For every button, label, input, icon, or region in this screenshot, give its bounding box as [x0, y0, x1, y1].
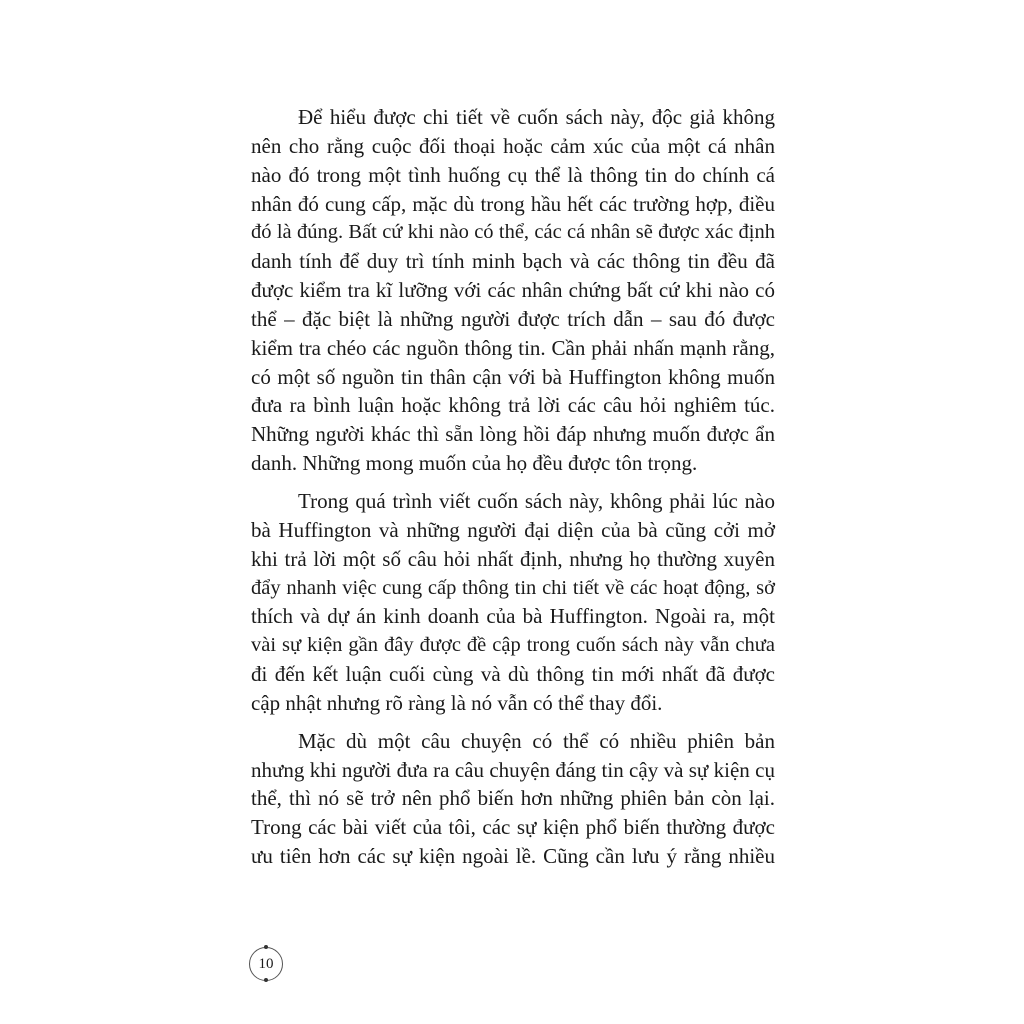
paragraph-1-line-5: đó là đúng. Bất cứ khi nào có thể, các cá nhân sẽ được xác định — [251, 221, 775, 244]
paragraph-2-line-5: thích và dự án kinh doanh của bà Huffington. Ngoài ra, một — [251, 604, 775, 629]
page-number-badge — [249, 947, 283, 981]
paragraph-2-line-1: Trong quá trình viết cuốn sách này, không phải lúc nào — [298, 488, 775, 513]
page-number: 10 — [258, 956, 274, 972]
paragraph-1-line-3: nào đó trong một tình huống cụ thể là thông tin do chính cá — [251, 162, 775, 187]
paragraph-3-line-1: Mặc dù một câu chuyện có thể có nhiều phiên bản — [298, 728, 775, 753]
paragraph-2-line-3: khi trả lời một số câu hỏi nhất định, nhưng họ thường xuyên — [251, 546, 775, 571]
paragraph-1-line-7: được kiểm tra kĩ lưỡng với các nhân chứng bất cứ khi nào có — [251, 278, 775, 303]
paragraph-1-line-2: nên cho rằng cuộc đối thoại hoặc cảm xúc của một cá nhân — [251, 133, 775, 158]
paragraph-3-line-4: Trong các bài viết của tôi, các sự kiện phổ biến thường được — [251, 815, 775, 840]
paragraph-2-line-6: vài sự kiện gần đây được đề cập trong cuốn sách này vẫn chưa — [251, 634, 775, 657]
paragraph-gap — [251, 478, 775, 487]
paragraph-3-line-5: ưu tiên hơn các sự kiện ngoài lề. Cũng cần lưu ý rằng nhiều — [251, 844, 775, 869]
paragraph-2-line-8: cập nhật nhưng rõ ràng là nó vẫn có thể thay đổi. — [251, 690, 663, 715]
paragraph-1-line-11: đưa ra bình luận hoặc không trả lời các câu hỏi nghiêm túc. — [251, 393, 775, 418]
paragraph-1-line-13: danh. Những mong muốn của họ đều được tôn trọng. — [251, 451, 698, 476]
paragraph-1-line-6: danh tính để duy trì tính minh bạch và các thông tin đều đã — [251, 249, 775, 274]
paragraph-1-line-4: nhân đó cung cấp, mặc dù trong hầu hết các trường hợp, điều — [251, 191, 775, 216]
paragraph-1-line-10: có một số nguồn tin thân cận với bà Huffington không muốn — [251, 364, 775, 389]
paragraph-1-line-9: kiểm tra chéo các nguồn thông tin. Cần phải nhấn mạnh rằng, — [251, 335, 775, 360]
paragraph-3-line-3: thể, thì nó sẽ trở nên phổ biến hơn những phiên bản còn lại. — [251, 786, 775, 811]
body-text — [251, 103, 775, 871]
paragraph-3-line-2: nhưng khi người đưa ra câu chuyện đáng tin cậy và sự kiện cụ — [251, 757, 775, 782]
paragraph-2-line-7: đi đến kết luận cuối cùng và dù thông tin mới nhất đã được — [251, 662, 775, 687]
paragraph-2-line-4: đẩy nhanh việc cung cấp thông tin chi tiết về các hoạt động, sở — [251, 576, 775, 599]
paragraph-1-line-12: Những người khác thì sẵn lòng hồi đáp nhưng muốn được ẩn — [251, 422, 775, 447]
paragraph-1-line-1: Để hiểu được chi tiết về cuốn sách này, độc giả không — [298, 105, 775, 129]
paragraph-2-line-2: bà Huffington và những người đại diện của bà cũng cởi mở — [251, 517, 775, 542]
paragraph-gap — [251, 718, 775, 727]
paragraph-1-line-8: thể – đặc biệt là những người được trích dẫn – sau đó được — [251, 306, 775, 331]
